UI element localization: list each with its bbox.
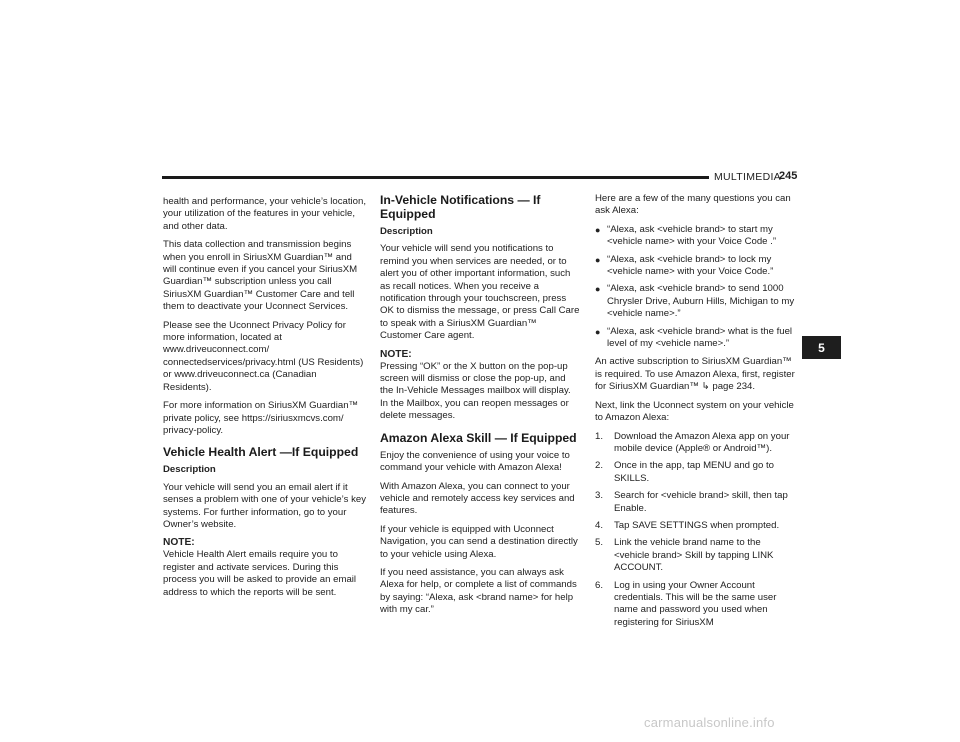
bullet-icon: ● — [595, 224, 601, 235]
list-item: ● “Alexa, ask <vehicle brand> to start my <vehicle name> with your Voice Code .” — [595, 223, 777, 248]
paragraph: Next, link the Uconnect system on your vehicle to Amazon Alexa: — [595, 399, 794, 424]
page-reference-arrow-icon: ↳ — [701, 381, 710, 393]
list-item: ● “Alexa, ask <vehicle brand> to send 1000 Chrysler Drive, Auburn Hills, Michigan to my <vehicle name>.” — [595, 283, 795, 320]
steps-list — [595, 431, 798, 630]
paragraph: If you need assistance, you can always ask Alexa for help, or complete a list of commands by saying: “Alexa, ask <brand name> for help with my car.” — [380, 566, 577, 616]
step-item: 6. Log in using your Owner Account credentials. This will be the same user name and password you used when registering for SiriusXM — [595, 579, 777, 628]
step-item: 4. Tap SAVE SETTINGS when prompted. — [595, 519, 780, 531]
paragraph: This data collection and transmission begins when you enroll in SiriusXM Guardian™ and will continue even if you cancel your SiriusXM Guardian™ subscription unless you call SiriusXM Guardian™ Customer Care and tell them to deactivate your Uconnect Services. — [163, 239, 358, 313]
column-2 — [380, 193, 580, 623]
page-reference-link[interactable]: page 234. — [712, 381, 756, 393]
paragraph: For more information on SiriusXM Guardian™ private policy, see https://siriusxmcvs.com/ privacy-policy. — [163, 400, 359, 436]
note-text: Vehicle Health Alert emails require you to register and activate services. During this process you will be asked to provide an email address to which the reports will be sent. — [163, 549, 357, 598]
paragraph: Your vehicle will send you an email alert if it senses a problem with one of your vehicle’s key systems. For further information, go to your Owner’s website. — [163, 481, 366, 530]
section-heading: In-Vehicle Notifications — If Equipped — [380, 193, 541, 221]
paragraph: Please see the Uconnect Privacy Policy for more information, located at www.driveuconnect.com/ connectedservices/privacy.html (US Residents) or www.driveuconnect.ca (Canadian Residents). — [163, 319, 364, 393]
column-3 — [595, 193, 798, 635]
paragraph: health and performance, your vehicle’s location, your utilization of the features in your vehicle, and other data. — [163, 196, 367, 232]
paragraph: Enjoy the convenience of using your voice to command your vehicle with Amazon Alexa! — [380, 449, 570, 474]
paragraph: An active subscription to SiriusXM Guardian™ is required. To use Amazon Alexa, first, register for SiriusXM Guardian™ ↳ page 234. — [595, 356, 795, 393]
column-1 — [163, 196, 366, 605]
bullet-icon: ● — [595, 326, 601, 337]
note-label: NOTE: — [380, 348, 412, 360]
header-rule — [162, 176, 709, 179]
section-title: MULTIMEDIA — [714, 171, 781, 183]
question-list — [595, 224, 798, 351]
step-item: 2. Once in the app, tap MENU and go to SKILLS. — [595, 460, 774, 484]
paragraph: With Amazon Alexa, you can connect to your vehicle and remotely access key services and features. — [380, 480, 575, 517]
paragraph: Your vehicle will send you notifications to remind you when services are needed, or to alert you of other important information, such as recall notices. When you receive a notification through your touchscreen, press OK to dismiss the message, or press Call Care to speak with a SiriusXM Guardian™ Customer Care agent. — [380, 243, 580, 342]
chapter-tab: 5 — [802, 336, 841, 359]
list-item: ● “Alexa, ask <vehicle brand> to lock my <vehicle name> with your Voice Code.” — [595, 253, 774, 278]
note-label: NOTE: — [163, 537, 195, 549]
list-item: ● “Alexa, ask <vehicle brand> what is the fuel level of my <vehicle name>.” — [595, 325, 793, 350]
subheading: Description — [163, 464, 216, 476]
step-item: 3. Search for <vehicle brand> skill, then tap Enable. — [595, 490, 788, 514]
paragraph: If your vehicle is equipped with Uconnect Navigation, you can send a destination directly to your vehicle using Alexa. — [380, 523, 578, 560]
paragraph: Here are a few of the many questions you can ask Alexa: — [595, 193, 791, 217]
subheading: Description — [380, 226, 433, 237]
step-item: 1. Download the Amazon Alexa app on your mobile device (Apple® or Android™). — [595, 430, 790, 454]
bullet-icon: ● — [595, 254, 601, 265]
note-text: Pressing “OK” or the X button on the pop-up screen will dismiss or close the pop-up, and the In-Vehicle Messages mailbox will display. In the Mailbox, you can reopen messages or delete messages. — [380, 360, 571, 422]
step-item: 5. Link the vehicle brand name to the <vehicle brand> Skill by tapping LINK ACCOUNT. — [595, 537, 774, 574]
page-number: 245 — [779, 170, 798, 182]
watermark: carmanualsonline.info — [644, 715, 775, 730]
bullet-icon: ● — [595, 284, 601, 295]
section-heading: Vehicle Health Alert —If Equipped — [163, 445, 359, 460]
section-heading: Amazon Alexa Skill — If Equipped — [380, 430, 577, 445]
